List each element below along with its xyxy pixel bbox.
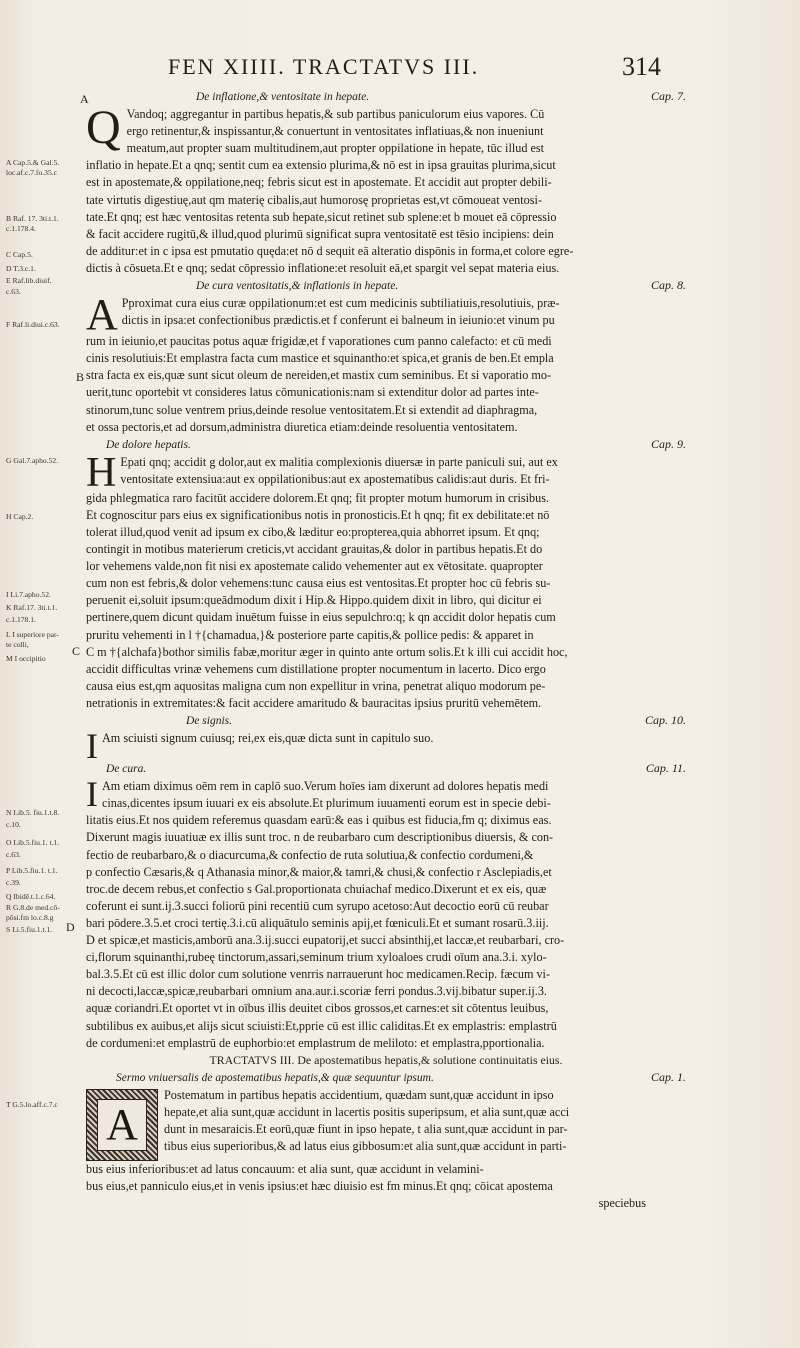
text-line: Am sciuisti signum cuiusq; rei,ex eis,quæ dicta sunt in capitulo suo. <box>102 731 434 746</box>
margin-note: Q Ibidē.t.1.c.64. <box>6 892 56 901</box>
text-line: bari pōdere.3.5.et croci tertię.3.i.cū aliquātulo seminis apij,et fœniculi.Et et sumant rosarū.3.iij. <box>86 915 549 930</box>
text-line: ergo retinentur,& inspissantur,& conuertunt in ventositates inflatiuas,& non inueniunt <box>126 124 544 139</box>
text-line: bal.3.5.Et cū est illic dolor cum solutione venrris narrauerunt hoc medicamen.Recip. fæcum vi- <box>86 967 551 982</box>
margin-note: T G.5.lo.aff.c.7.c <box>6 1100 58 1109</box>
text-line: de additur:et in c ipsa est pmutatio quęda:et nō d sequit eā alteratio dispōnis in forma,et colore egre- <box>86 243 574 258</box>
text-line: et ossa pectoris,et ad dorsum,administra diuretica etiam:deinde resoluentia ventositatem. <box>86 419 518 434</box>
chapter-10 <box>86 712 686 767</box>
text-line: uerit,tunc oportebit vt consideres latus cōmunicationis:nam si extenditur dolor ad partes inte- <box>86 385 539 400</box>
side-letter-a: A <box>80 92 89 106</box>
text-line: Vandoq; aggregantur in partibus hepatis,& sub partibus paniculorum eius vapores. Cū <box>126 107 545 122</box>
text-line: tolerat illud,quod venit ad ipsum ex cibo,& læditur eo:propterea,quia abhorret ipsum. Et qnq; <box>86 524 540 539</box>
margin-note: S Li.5.fiu.1.t.1. <box>6 925 53 934</box>
chapter-number: Cap. 8. <box>650 278 686 293</box>
margin-note: B Raf. 17. 3ti.t.1. <box>6 214 59 223</box>
chapter-heading: De dolore hepatis. <box>106 438 191 451</box>
text-line: D et spicæ,et masticis,amborū ana.3.ij.succi eupatorij,et succi absinthij,et laccæ,et reubarbari, cro- <box>86 933 565 948</box>
text-line: pertinere,quem dicunt quidam inuētum fuisse in eius sepulchro:q; k qn accidit dolor hepatis cum <box>86 610 556 625</box>
margin-note: R G.8.de med.cō- <box>6 903 60 912</box>
text-line: stinorum,tunc solue ventrem prius,deinde resolue ventositatem.Et si extendit ad diaphragma, <box>86 402 538 417</box>
chapter-7 <box>86 88 686 277</box>
chapter-number: Cap. 11. <box>645 761 686 776</box>
margin-note: F Raf.li.diui.c.63. <box>6 320 60 329</box>
text-line: cinis resolutiuis:Et emplastra facta cum mastice et squinantho:et spica,et granis de ben.Et empla <box>86 351 554 366</box>
margin-note: L I superiore par- <box>6 630 59 639</box>
chapter-9 <box>86 436 686 712</box>
woodcut-initial <box>86 1089 158 1161</box>
chapter-heading: De cura ventositatis,& inflationis in hepate. <box>196 280 399 293</box>
text-line: inflatio in hepate.Et a qnq; sentit cum ea extensio plurima,& nō est in ipsa grauitas plurima,sicut <box>86 158 556 173</box>
text-line: troc.de decem rebus,et confectio s Gal.proportionata chuiachaf medico.Dixerunt et ex eis, quæ <box>86 881 547 896</box>
text-block <box>86 88 686 1212</box>
drop-initial: Q <box>86 101 121 155</box>
margin-note: K Raf.17. 3ti.t.1. <box>6 603 58 612</box>
text-line: p confectio Cæsaris,& q Athanasia minor,& maior,& tamri,& chusi,& confectio r Asclepiadis,et <box>86 864 552 879</box>
margin-note: E Raf.lib.diuif. <box>6 276 52 285</box>
chapter-number: Cap. 9. <box>650 436 686 451</box>
text-line: Dixerunt magis iuuatiuæ ex illis sunt troc. n de reubarbaro cum descriptionibus diuersis, & con- <box>86 830 554 845</box>
text-line: dictis in ipsa:et confectionibus prædictis.et f conferunt ei balneum in ieiunio:et vinum pu <box>121 313 555 328</box>
text-line: C m †{alchafa}bothor similis fabæ,moritur æger in quinto ante ortum solis.Et k illi cui accidit hoc, <box>86 644 568 659</box>
text-line: tate.Et qnq; est hæc ventositas retenta sub hepate,sicut retinet sub splene:et b mouet eā cōpressio <box>86 209 557 224</box>
chapter-number: Cap. 7. <box>650 89 686 103</box>
chapter-8 <box>86 277 686 436</box>
text-line: tibus eius superioribus,& ad latus eius gibbosum:et alia sunt,quæ accidunt in parti- <box>164 1139 567 1154</box>
text-line: de cordumeni:et emplastrū de euphorbio:et emplastrum de meliloto: et emplastra,pportionalia. <box>86 1035 545 1050</box>
text-line: fectio de reubarbaro,& o diacurcuma,& confectio de ruta solutiua,& confectio cordumeni,& <box>86 847 534 862</box>
text-line: netrationis in extremitates:& facit accidere amaritudo & bauracitas ipsius pruritū vehemētem. <box>86 695 542 710</box>
side-letter-c: C <box>72 644 81 658</box>
side-letter-d: D <box>66 920 75 934</box>
text-line: ni decocti,laccæ,spicæ,reubarbari omnium ana.aur.i.scoriæ ferri pondus.3.vij.bibatur super.ij.3. <box>86 984 547 999</box>
margin-note: C Cap.5. <box>6 250 33 259</box>
margin-note: c.10. <box>6 820 21 829</box>
text-line: litatis eius.Et nos quidem referemus quasdam earū:& eas i quibus est fiducia,fm q; diximus eas. <box>86 813 552 828</box>
text-line: peruenit ei,soluit ipsum:queādmodum dixit i Hip.& Hippo.quidem dixit in libro, qui dicitur ei <box>86 593 542 608</box>
running-header <box>0 52 800 92</box>
text-line: Am etiam diximus oēm rem in caplō suo.Verum hoīes iam dixerunt ad dolores hepatis medi <box>102 779 549 794</box>
text-line: cum non est febris,& dolor vehemens:tunc causa eius est ventositas.Et propter hoc cū febris su- <box>86 576 551 591</box>
margin-note: c.63. <box>6 850 21 859</box>
page-title: FEN XIIII. TRACTATVS III. <box>168 54 480 79</box>
text-line: contingit in motibus materierum creticis,vt accidant grauitas,& dolor in partibus hepatis.Et do <box>86 542 543 557</box>
chapter-heading: De signis. <box>186 715 232 727</box>
text-line: lor vehemens valde,non fit nisi ex apostemate calido vehementer aut ex vētositate. quapropter <box>86 559 543 574</box>
tractatus-heading: TRACTATVS III. De apostematibus hepatis,& solutione continuitatis eius. <box>209 1052 563 1067</box>
margin-note: c.63. <box>6 287 21 296</box>
text-line: tate virtutis digestiuę,aut qm materię cibalis,aut humorosę proprietas est,vt cōmoueat ventosi- <box>86 192 542 207</box>
text-line: ventositate extensiua:aut ex oppilationibus:aut ex apostematibus calidis:aut duris. Et fri- <box>120 471 550 486</box>
margin-note: N Lib.5. fiu.1.t.8. <box>6 808 60 817</box>
chapter-heading: De cura. <box>106 763 147 776</box>
sermo-heading: Sermo vniuersalis de apostematibus hepatis,& quæ sequuntur ipsum. <box>116 1071 434 1084</box>
text-line: Epati qnq; accidit g dolor,aut ex malitia complexionis diuersæ in parte paniculi sui, aut ex <box>120 454 558 469</box>
text-line: Pproximat cura eius curæ oppilationum:et est cum medicinis subtiliatiuis,resolutiuis, præ- <box>121 296 560 311</box>
chapter-11 <box>86 760 686 1052</box>
margin-note: G Gal.7.apho.52. <box>6 456 59 465</box>
text-line: aquæ coriandri.Et oportet vt in oībus illis deuitet cibos grossos,et carnes:et sit cōtentus leuibus, <box>86 1001 549 1016</box>
drop-initial: I <box>86 774 98 815</box>
text-line: hepate,et alia sunt,quæ accidunt in lacertis positis superipsum, et alia sunt,quæ acci <box>164 1104 570 1119</box>
page-number: 314 <box>622 52 661 81</box>
chapter-heading: De inflatione,& ventositate in hepate. <box>196 91 370 103</box>
text-line: est in apostemate,& oppilatione,neq; febris sicut est in apostemate. Et accidit aut propter debili- <box>86 175 552 190</box>
text-line: bus eius inferioribus:et ad latus concauum: et alia sunt, quæ accidunt in velamini- <box>86 1161 484 1176</box>
text-line: meatum,aut propter suam multitudinem,aut propter oppilatione in hepate, tūc illud est <box>126 141 544 156</box>
text-line: bus eius,et panniculo eius,et in venis ipsius:et hæc diuisio est fm minus.Et qnq; cōicat apostema <box>86 1178 553 1193</box>
text-line: ci,florum squinanthi,rubeę tinctorum,assari,seminum trium xyloaloes crudi oīum ana.3.i. xylo- <box>86 950 547 965</box>
margin-note: P Lib.5.fiu.1. t.1. <box>6 866 58 875</box>
margin-note: c.1.178.4. <box>6 224 36 233</box>
margin-note: pōsi.fm lo.c.8.g <box>6 913 54 922</box>
text-line: Postematum in partibus hepatis accidentium, quædam sunt,quæ accidunt in ipso <box>164 1087 554 1102</box>
side-letter-b: B <box>76 370 85 384</box>
text-line: accidit difficultas vrinæ vehemens cum distillatione propter nocumentum in lacerto. Dico ergo <box>86 661 546 676</box>
text-line: dictis à cōsueta.Et e qnq; sedat cōpressio inflatione:et resoluit eā,et spargit vel sepat materia eius. <box>86 260 560 275</box>
chapter-number: Cap. 10. <box>644 713 686 727</box>
margin-note: M I occipitio <box>6 654 46 663</box>
text-line: cinas,dicentes ipsum iuuari ex eis absolute.Et plurimum iuuamenti eorum est in specie debi- <box>102 796 551 811</box>
margin-note: loc.af.c.7.fo.35.c <box>6 168 58 177</box>
margin-note: D T.3.c.1. <box>6 264 36 273</box>
margin-note: c.39. <box>6 878 21 887</box>
text-line: subtilibus ex auibus,et alijs sicut sciuisti:Et,pprie cū est illic caliditas.Et ex emplastris: emplastrū <box>86 1018 557 1033</box>
margin-note: O Lib.5.fiu.1. t.1. <box>6 838 60 847</box>
text-line: coferunt ei sunt.ij.3.succi foliorū pini recentiū cum syrupo acetoso:Aut decoctio eorū cū reubar <box>86 898 549 913</box>
text-line: causa eius est,qm aquositas maligna cum non expellitur in vrina, penetrat aliquo modorum pe- <box>86 678 546 693</box>
text-line: gida phlegmatica raro facitūt accidere dolorem.Et qnq; fit propter motum humorum in crisibus. <box>86 490 549 505</box>
margin-note: c.1.178.1. <box>6 615 36 624</box>
text-line: rum in ieiunio,et paucitas potus aquæ frigidæ,et f vaporationes cum panno calefacto: et cū medi <box>86 334 552 349</box>
chapter-number: Cap. 1. <box>650 1069 686 1084</box>
margin-note: te colli, <box>6 640 29 649</box>
text-line: Et cognoscitur pars eius ex significationibus notis in pronosticis.Et h qnq; fit ex debilitate:et nō <box>86 507 550 522</box>
drop-initial: H <box>86 449 117 496</box>
catchword: speciebus <box>598 1196 646 1211</box>
margin-note: H Cap.2. <box>6 512 34 521</box>
margin-note: A Cap.5.& Gal.5. <box>6 158 60 167</box>
drop-initial: I <box>86 726 98 767</box>
tractatus-3-chapter-1 <box>86 1052 686 1212</box>
woodcut-letter: A <box>97 1099 147 1151</box>
margin-note: I Li.7.apho.52. <box>6 590 51 599</box>
text-line: stra facta ex eis,quæ sunt sicut oleum de nereiden,et mastix cum seminibus. Et si vaporatio mo- <box>86 368 552 383</box>
text-line: dunt in mesaraicis.Et eorū,quæ fiunt in ipso hepate, t alia sunt,quæ accidunt in par- <box>164 1122 568 1137</box>
drop-initial: A <box>86 290 118 340</box>
text-line: & facit accidere rugitū,& illud,quod plurimū significat supra ventositatē est tēsio incipiens: dein <box>86 226 554 241</box>
text-line: pruritu vehementi in l †{chamadua,}& posteriore parte capitis,& pollice pedis: & apparet in <box>86 627 534 642</box>
